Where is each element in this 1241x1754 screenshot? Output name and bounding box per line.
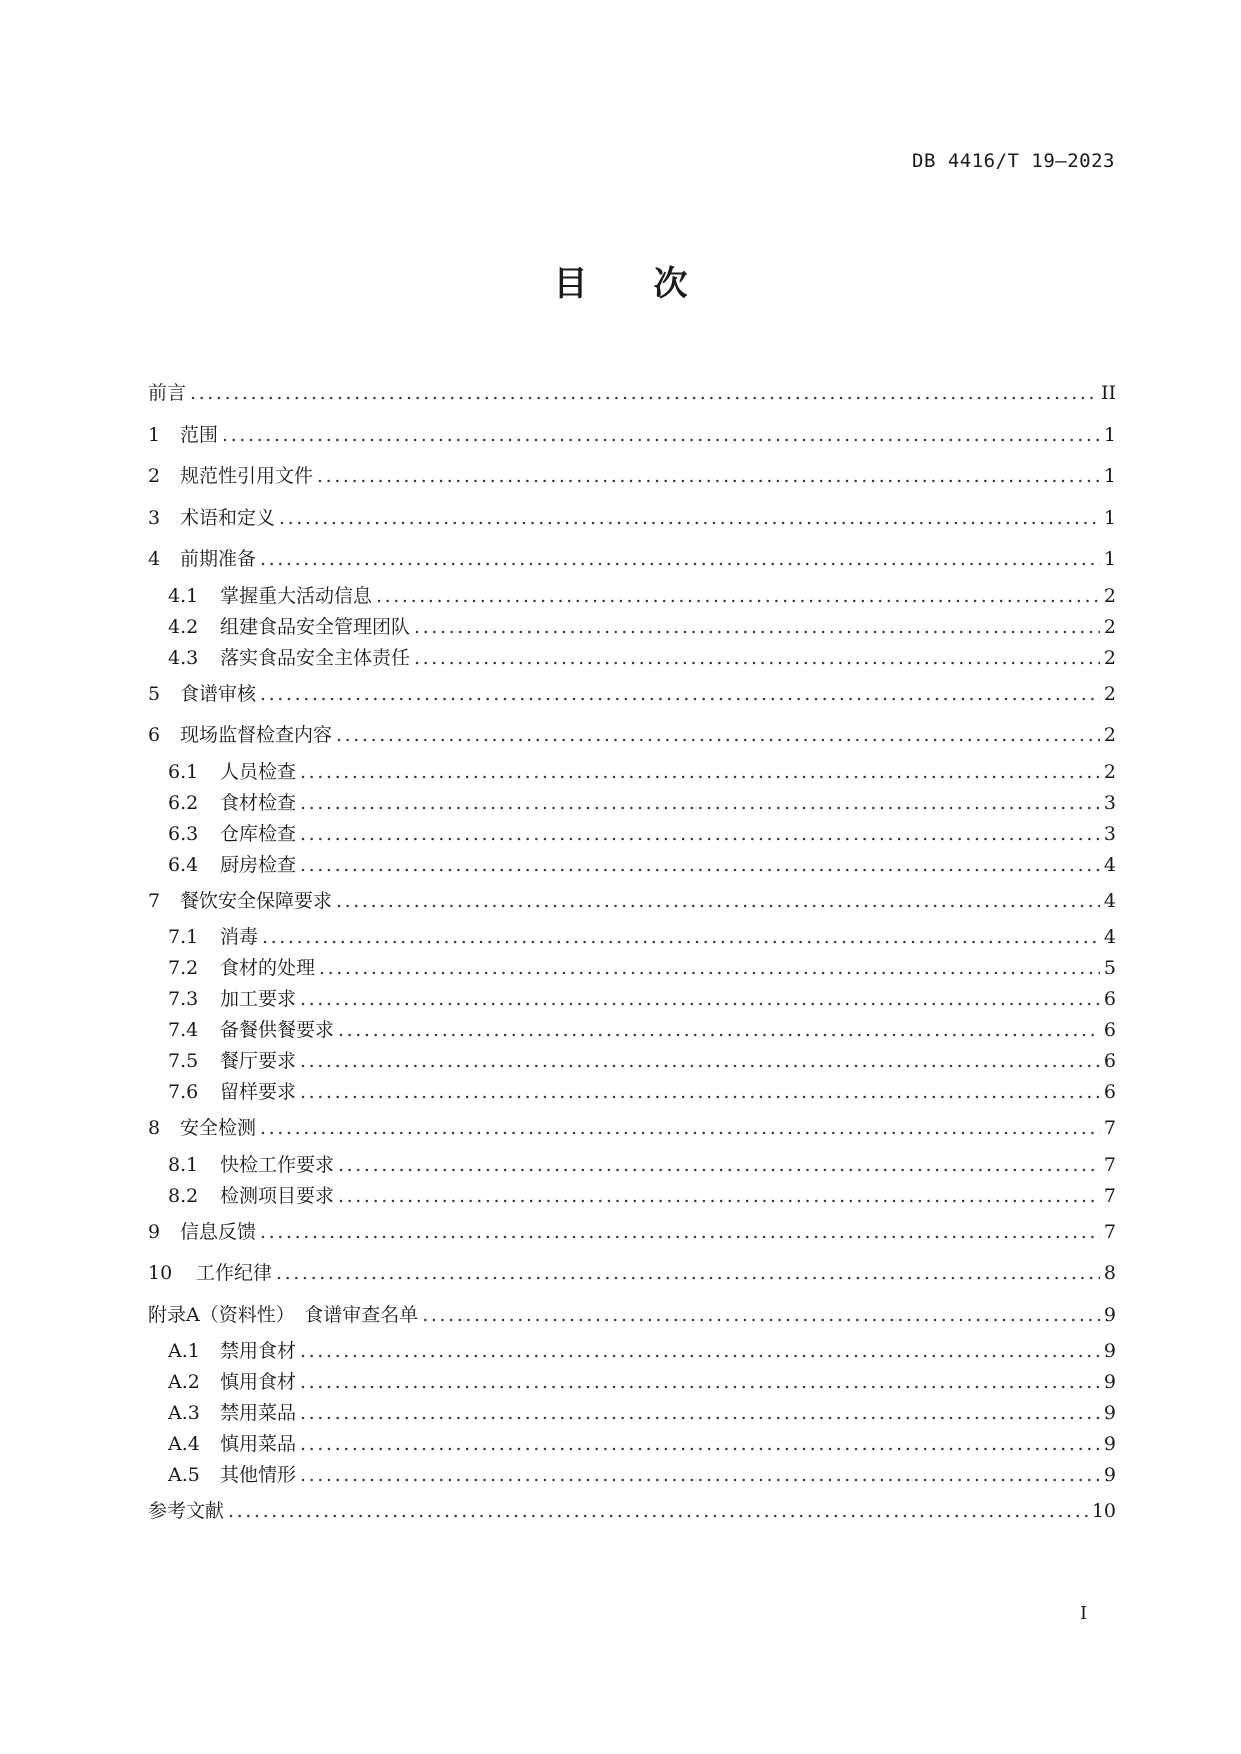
- toc-entry-number: A.2: [168, 1371, 200, 1393]
- toc-entry-page: 5: [1103, 957, 1116, 979]
- toc-entry[interactable]: [148, 1150, 1116, 1181]
- toc-entry-label: 食材检查: [220, 791, 297, 814]
- toc-entry-page: 4: [1103, 926, 1116, 948]
- toc-entry-page: 8: [1103, 1262, 1116, 1284]
- toc-dot-leader: [338, 1181, 1100, 1212]
- toc-dot-leader: [336, 881, 1100, 923]
- toc-entry[interactable]: [148, 1460, 1116, 1491]
- toc-entry-page: 9: [1103, 1464, 1116, 1486]
- toc-entry-page: 9: [1103, 1433, 1116, 1455]
- toc-entry-number: 4.2: [168, 615, 199, 638]
- toc-entry[interactable]: [148, 373, 1116, 415]
- toc-entry-page: 10: [1091, 1500, 1116, 1522]
- toc-entry-number: 8.1: [168, 1153, 199, 1176]
- toc-entry-number: 7.6: [168, 1081, 199, 1103]
- toc-entry[interactable]: [148, 788, 1116, 819]
- toc-entry-label: 组建食品安全管理团队: [220, 615, 411, 638]
- toc-dot-leader: [222, 415, 1100, 457]
- toc-dot-leader: [260, 539, 1100, 581]
- toc-dot-leader: [279, 498, 1100, 540]
- toc-entry[interactable]: [148, 1429, 1116, 1460]
- toc-entry-number: 10: [148, 1262, 173, 1284]
- toc-entry-label: 现场监督检查内容: [180, 724, 333, 746]
- toc-entry-page: 1: [1103, 506, 1116, 529]
- toc-dot-leader: [336, 715, 1100, 757]
- toc-entry-number: 4.3: [168, 646, 199, 669]
- toc-dot-leader: [376, 581, 1100, 612]
- toc-dot-leader: [300, 1398, 1100, 1429]
- toc-dot-leader: [338, 1015, 1100, 1046]
- toc-entry-label: 前期准备: [180, 548, 257, 570]
- toc-entry[interactable]: [148, 1253, 1116, 1295]
- toc-entry-page: 9: [1103, 1303, 1116, 1326]
- toc-dot-leader: [300, 1367, 1100, 1398]
- toc-entry-label: 其他情形: [220, 1464, 297, 1486]
- toc-entry-number: 3: [148, 506, 161, 529]
- toc-entry[interactable]: [148, 674, 1116, 716]
- toc-dot-leader: [338, 1150, 1100, 1181]
- toc-entry-page: 7: [1103, 1220, 1116, 1243]
- toc-entry-page: 2: [1103, 646, 1116, 669]
- toc-entry-page: 4: [1103, 889, 1116, 912]
- toc-dot-leader: [300, 1336, 1100, 1367]
- toc-entry[interactable]: [148, 415, 1116, 457]
- toc-dot-leader: [300, 757, 1100, 788]
- toc-dot-leader: [317, 456, 1100, 498]
- toc-dot-leader: [190, 373, 1097, 415]
- toc-entry-label: 范围: [180, 423, 219, 446]
- page-title: [0, 256, 1241, 305]
- toc-entry-page: 4: [1103, 853, 1116, 876]
- toc-entry-page: 1: [1103, 423, 1116, 446]
- toc-entry-page: 2: [1103, 615, 1116, 638]
- toc-entry-number: 9: [148, 1220, 161, 1243]
- toc-entry-number: 1: [148, 423, 161, 446]
- toc-entry-page: 9: [1103, 1402, 1116, 1424]
- toc-dot-leader: [300, 1046, 1100, 1077]
- toc-entry-label: 餐厅要求: [220, 1050, 297, 1072]
- toc-entry-label: 掌握重大活动信息: [220, 584, 373, 607]
- toc-entry[interactable]: [148, 581, 1116, 612]
- toc-entry-page: 7: [1103, 1153, 1116, 1176]
- toc-dot-leader: [414, 612, 1100, 643]
- toc-entry-label: 禁用菜品: [220, 1402, 297, 1424]
- toc-entry-label: 规范性引用文件: [180, 465, 314, 487]
- toc-entry-label: 参考文献: [148, 1500, 225, 1522]
- toc-entry-page: 9: [1103, 1371, 1116, 1393]
- toc-entry-number: 7.5: [168, 1050, 199, 1072]
- toc-dot-leader: [228, 1491, 1088, 1533]
- toc-entry-page: 2: [1103, 760, 1116, 783]
- toc-entry[interactable]: [148, 881, 1116, 923]
- toc-entry-number: 5: [148, 682, 161, 705]
- toc-entry-page: 6: [1103, 1050, 1116, 1072]
- toc-entry-label: 食材的处理: [220, 957, 316, 979]
- toc-dot-leader: [422, 1295, 1100, 1337]
- toc-entry-number: 6.1: [168, 760, 199, 783]
- toc-entry-number: A.1: [168, 1340, 200, 1362]
- toc-entry[interactable]: [148, 850, 1116, 881]
- toc-entry[interactable]: [148, 819, 1116, 850]
- toc-entry-number: 6.3: [168, 822, 199, 845]
- toc-dot-leader: [319, 953, 1100, 984]
- toc-dot-leader: [260, 1108, 1100, 1150]
- toc-entry-page: 3: [1103, 791, 1116, 814]
- toc-entry-label: 慎用食材: [220, 1371, 297, 1393]
- toc-entry-page: 7: [1103, 1184, 1116, 1207]
- toc-entry-number: 8: [148, 1117, 161, 1139]
- table-of-contents: [148, 373, 1116, 1533]
- toc-entry-page: 7: [1103, 1117, 1116, 1139]
- toc-entry[interactable]: [148, 456, 1116, 498]
- toc-entry-label: 快检工作要求: [220, 1153, 335, 1176]
- toc-entry[interactable]: [148, 539, 1116, 581]
- toc-entry-number: 6: [148, 724, 161, 746]
- toc-entry-label: 检测项目要求: [220, 1184, 335, 1207]
- toc-entry[interactable]: [148, 1077, 1116, 1108]
- toc-entry-label: 备餐供餐要求: [220, 1019, 335, 1041]
- toc-entry-label: 留样要求: [220, 1081, 297, 1103]
- title-char-1: 目: [553, 264, 588, 304]
- toc-entry[interactable]: [148, 1212, 1116, 1254]
- toc-dot-leader: [300, 819, 1100, 850]
- toc-dot-leader: [262, 922, 1100, 953]
- toc-entry-number: 6.2: [168, 791, 199, 814]
- document-code: DB 4416/T 19—2023: [912, 150, 1115, 172]
- toc-entry-label: 禁用食材: [220, 1340, 297, 1362]
- toc-entry-number: 7: [148, 889, 161, 912]
- toc-entry[interactable]: [148, 1181, 1116, 1212]
- toc-entry-label: 落实食品安全主体责任: [220, 646, 411, 669]
- toc-entry-label: 人员检查: [220, 760, 297, 783]
- toc-entry[interactable]: [148, 922, 1116, 953]
- toc-entry-number: 7.1: [168, 926, 199, 948]
- toc-entry-number: 7.2: [168, 957, 199, 979]
- toc-entry-label: 餐饮安全保障要求: [180, 889, 333, 912]
- toc-entry-page: 6: [1103, 1019, 1116, 1041]
- toc-entry-label: 厨房检查: [220, 853, 297, 876]
- toc-entry[interactable]: [148, 1398, 1116, 1429]
- toc-entry[interactable]: [148, 715, 1116, 757]
- toc-entry-label: 安全检测: [180, 1117, 257, 1139]
- toc-entry-page: 3: [1103, 822, 1116, 845]
- toc-entry[interactable]: [148, 1015, 1116, 1046]
- toc-entry[interactable]: [148, 984, 1116, 1015]
- toc-entry[interactable]: [148, 757, 1116, 788]
- toc-dot-leader: [260, 674, 1100, 716]
- page-number: I: [1080, 1603, 1088, 1624]
- toc-entry-label: 慎用菜品: [220, 1433, 297, 1455]
- toc-entry-page: 1: [1103, 548, 1116, 570]
- toc-entry-label: 前言: [148, 382, 187, 404]
- toc-entry[interactable]: [148, 953, 1116, 984]
- toc-entry-label: 工作纪律: [196, 1262, 273, 1284]
- toc-entry[interactable]: [148, 1491, 1116, 1533]
- toc-entry-label: 附录A（资料性） 食谱审查名单: [148, 1303, 419, 1326]
- toc-dot-leader: [276, 1253, 1100, 1295]
- toc-entry-number: 7.3: [168, 988, 199, 1010]
- toc-entry-number: A.5: [168, 1464, 200, 1486]
- toc-entry-label: 食谱审核: [180, 682, 257, 705]
- toc-entry[interactable]: [148, 1046, 1116, 1077]
- toc-entry-label: 加工要求: [220, 988, 297, 1010]
- toc-entry-number: 2: [148, 465, 161, 487]
- toc-dot-leader: [300, 984, 1100, 1015]
- toc-dot-leader: [300, 1429, 1100, 1460]
- toc-entry[interactable]: [148, 498, 1116, 540]
- toc-entry-page: 2: [1103, 724, 1116, 746]
- toc-entry-label: 仓库检查: [220, 822, 297, 845]
- toc-entry-page: 1: [1103, 465, 1116, 487]
- toc-dot-leader: [300, 1077, 1100, 1108]
- toc-entry-number: 7.4: [168, 1019, 199, 1041]
- toc-dot-leader: [300, 1460, 1100, 1491]
- toc-entry-number: 4.1: [168, 584, 199, 607]
- toc-entry-page: 2: [1103, 584, 1116, 607]
- toc-entry[interactable]: [148, 612, 1116, 643]
- toc-dot-leader: [414, 643, 1100, 674]
- toc-entry-number: 8.2: [168, 1184, 199, 1207]
- toc-entry[interactable]: [148, 1295, 1116, 1337]
- toc-entry-number: 4: [148, 548, 161, 570]
- toc-entry-page: 9: [1103, 1340, 1116, 1362]
- toc-entry-number: 6.4: [168, 853, 199, 876]
- toc-entry-label: 术语和定义: [180, 506, 276, 529]
- toc-entry[interactable]: [148, 1108, 1116, 1150]
- toc-dot-leader: [300, 788, 1100, 819]
- toc-entry-number: A.4: [168, 1433, 200, 1455]
- toc-entry-page: 2: [1103, 682, 1116, 705]
- toc-entry[interactable]: [148, 643, 1116, 674]
- toc-dot-leader: [300, 850, 1100, 881]
- toc-entry-label: 信息反馈: [180, 1220, 257, 1243]
- toc-entry[interactable]: [148, 1367, 1116, 1398]
- toc-entry-page: 6: [1103, 988, 1116, 1010]
- toc-entry-page: 6: [1103, 1081, 1116, 1103]
- toc-entry[interactable]: [148, 1336, 1116, 1367]
- toc-dot-leader: [260, 1212, 1100, 1254]
- toc-entry-label: 消毒: [220, 926, 259, 948]
- toc-entry-page: II: [1100, 382, 1116, 404]
- title-char-2: 次: [653, 264, 688, 304]
- toc-entry-number: A.3: [168, 1402, 200, 1424]
